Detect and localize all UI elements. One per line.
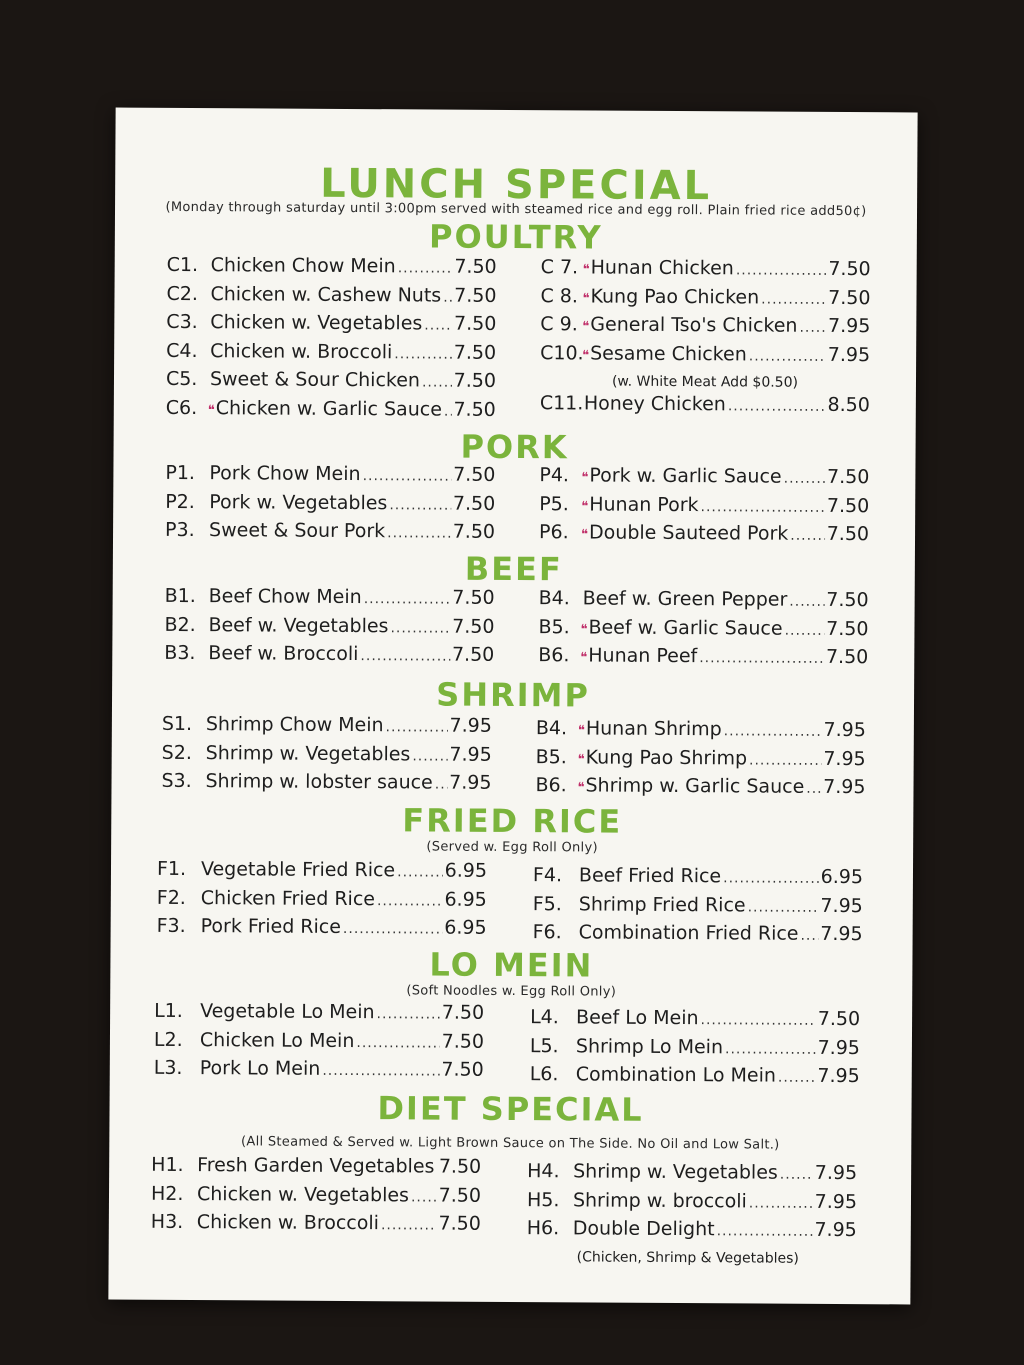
item-price: 6.95 [820, 865, 864, 889]
item-code: S1. [161, 712, 193, 736]
section-title-fried-rice: FRIED RICE [402, 801, 623, 841]
item-name: Chicken w. Vegetables [210, 311, 423, 335]
leader-dots [377, 893, 443, 909]
item-name: Chicken Chow Mein [210, 254, 396, 278]
item-price: 6.95 [444, 888, 487, 911]
item-price: 7.95 [449, 743, 492, 766]
leader-dots [749, 752, 821, 768]
menu-item [540, 392, 870, 423]
fried-rice-left-column [157, 858, 488, 946]
item-price: 7.95 [827, 314, 871, 338]
item-code: P2. [165, 490, 195, 513]
hot-pepper-icon: ❝ [580, 650, 588, 666]
item-name: Beef Fried Rice [578, 864, 722, 888]
menu-item [164, 642, 494, 673]
item-code: H2. [150, 1182, 184, 1205]
item-price: 6.95 [444, 916, 487, 939]
item-price: 7.50 [452, 492, 496, 515]
item-code: C1. [166, 253, 199, 277]
leader-dots [780, 1167, 813, 1183]
leader-dots [444, 403, 452, 419]
item-price: 7.95 [823, 718, 866, 742]
leader-dots [785, 622, 825, 638]
menu-sheet [108, 108, 917, 1305]
item-price: 7.95 [817, 1036, 860, 1059]
item-code: F6. [532, 921, 562, 944]
item-name: Shrimp w. Garlic Sauce [585, 774, 805, 798]
item-price: 7.95 [449, 771, 492, 794]
item-name: Shrimp w. broccoli [572, 1188, 747, 1212]
item-price: 7.50 [828, 257, 871, 281]
diet-left-column [151, 1154, 482, 1242]
leader-dots [411, 1189, 437, 1205]
menu-item [166, 282, 496, 313]
item-name: Hunan Pork [589, 492, 699, 516]
item-code: C 7. [540, 256, 579, 279]
menu-item [151, 1154, 481, 1185]
item-name: Fresh Garden Vegetables [197, 1154, 435, 1178]
leader-dots [728, 398, 826, 415]
leader-dots [394, 346, 452, 362]
item-price: 7.95 [820, 922, 863, 946]
item-price: 7.95 [820, 894, 863, 917]
section-title-shrimp: SHRIMP [436, 675, 591, 715]
item-name: Beef Chow Mein [208, 585, 362, 609]
leader-dots [387, 525, 451, 541]
item-code: B6. [538, 644, 570, 667]
item-code: L1. [154, 999, 183, 1022]
diet-right-column [527, 1160, 858, 1270]
item-code: L6. [529, 1063, 559, 1086]
item-name: Combination Lo Mein [575, 1063, 777, 1087]
menu-item [161, 770, 491, 801]
item-price: 8.50 [827, 393, 870, 417]
item-code: B4. [535, 717, 568, 740]
leader-dots [363, 468, 452, 485]
item-price: 7.50 [453, 369, 497, 392]
item-code: C2. [166, 282, 198, 305]
hot-pepper-icon: ❝ [580, 621, 588, 637]
leader-dots [800, 928, 818, 944]
hot-pepper-icon: ❝ [582, 347, 590, 363]
item-price: 7.95 [817, 1064, 860, 1088]
item-name: Shrimp w. lobster sauce [205, 770, 433, 794]
item-code: P3. [165, 518, 195, 542]
item-name: Beef w. Broccoli [208, 642, 359, 666]
item-price: 7.50 [441, 1001, 485, 1024]
menu-item [533, 864, 863, 895]
item-code: B5. [535, 745, 567, 768]
item-price: 7.50 [826, 522, 870, 546]
menu-item [536, 746, 866, 777]
item-price: 7.50 [441, 1030, 485, 1053]
leader-dots [381, 1217, 437, 1233]
item-code: B2. [164, 613, 196, 636]
item-name: Chicken w. Broccoli [210, 339, 393, 363]
item-price: 7.50 [451, 643, 495, 666]
lo-mein-left-column [154, 1000, 485, 1088]
menu-subtitle: (Monday through saturday until 3:00pm served with steamed rice and egg roll. Plain fried rice add50¢) [165, 199, 867, 220]
item-name: Pork w. Garlic Sauce [589, 464, 782, 488]
menu-item [536, 717, 866, 748]
section-title-lo-mein: LO MEIN [429, 945, 594, 985]
item-name: Shrimp Lo Mein [575, 1034, 724, 1058]
leader-dots [784, 471, 826, 487]
leader-dots [699, 650, 824, 667]
leader-dots [322, 1063, 439, 1080]
item-code: F2. [156, 886, 186, 909]
item-price: 7.95 [827, 343, 871, 366]
item-name: Hunan Peef [588, 644, 698, 668]
item-price: 7.50 [453, 312, 497, 335]
item-name: Pork Chow Mein [209, 462, 361, 486]
menu-item [535, 774, 865, 805]
leader-dots [761, 291, 826, 307]
beef-left-column [164, 585, 495, 673]
menu-item [527, 1189, 857, 1220]
item-code: C5. [165, 367, 198, 391]
menu-item [527, 1160, 857, 1191]
menu-item [166, 339, 496, 370]
item-price: 7.50 [452, 520, 496, 543]
item-code: P5. [539, 492, 569, 515]
lo-mein-note: (Soft Noodles w. Egg Roll Only) [406, 983, 617, 1000]
leader-dots [377, 1006, 440, 1022]
item-code: B4. [538, 587, 570, 610]
item-name: Chicken w. Garlic Sauce [215, 396, 442, 421]
leader-dots [790, 528, 825, 544]
menu-item [151, 1182, 481, 1213]
item-code: B1. [164, 584, 196, 608]
item-name: Shrimp Fried Rice [578, 892, 746, 916]
item-code: F4. [532, 864, 563, 887]
item-price: 7.95 [823, 775, 866, 799]
pork-right-column [539, 464, 870, 552]
item-name: Sesame Chicken [590, 341, 747, 365]
menu-item [530, 1063, 860, 1094]
item-price: 7.50 [441, 1058, 484, 1081]
item-code: C10. [540, 341, 584, 364]
item-name: Chicken w. Cashew Nuts [210, 282, 442, 307]
item-name: Beef w. Green Pepper [582, 587, 788, 611]
item-price: 7.50 [452, 586, 495, 609]
menu-item [165, 519, 495, 550]
item-code: C 9. [540, 313, 578, 336]
leader-dots [343, 921, 442, 938]
poultry-left-column [166, 254, 497, 427]
item-price: 7.50 [827, 465, 870, 489]
item-name: Sweet & Sour Chicken [209, 368, 421, 392]
hot-pepper-icon: ❝ [577, 751, 585, 767]
item-price: 7.50 [454, 284, 497, 307]
leader-dots [724, 723, 822, 740]
item-price: 7.50 [825, 645, 869, 669]
menu-item [166, 368, 496, 399]
item-price: 7.50 [438, 1212, 481, 1235]
item-code: F1. [156, 857, 187, 881]
leader-dots [806, 781, 821, 797]
item-code: L3. [153, 1056, 183, 1079]
menu-item [165, 462, 495, 493]
item-code: H4. [527, 1160, 560, 1183]
item-price: 7.50 [826, 494, 870, 517]
menu-item [538, 644, 868, 675]
leader-dots [364, 591, 451, 608]
fried-rice-right-column [533, 864, 864, 952]
item-code: H6. [526, 1217, 560, 1240]
leader-dots [397, 864, 443, 880]
poultry-right-column [540, 256, 871, 423]
leader-dots [701, 499, 825, 516]
menu-item [538, 616, 868, 647]
item-price: 6.95 [444, 859, 488, 882]
item-code: C11. [539, 392, 584, 415]
item-name: General Tso's Chicken [590, 313, 798, 337]
menu-item [530, 1006, 860, 1037]
menu-item [162, 713, 492, 744]
leader-dots [701, 1012, 816, 1029]
leader-dots [424, 317, 452, 333]
menu-item [167, 254, 497, 285]
menu-item [151, 1211, 481, 1242]
menu-item [540, 342, 870, 373]
lo-mein-right-column [530, 1006, 861, 1094]
leader-dots [422, 374, 452, 390]
item-name: Sweet & Sour Pork [209, 519, 386, 543]
section-title-pork: PORK [460, 427, 569, 467]
item-name: Shrimp Chow Mein [205, 713, 384, 737]
item-name: Kung Pao Chicken [590, 284, 760, 308]
hot-pepper-icon: ❝ [582, 290, 590, 306]
menu-item [157, 858, 487, 889]
double-delight-note: (Chicken, Shrimp & Vegetables) [576, 1248, 799, 1267]
item-name: Chicken w. Vegetables [196, 1182, 410, 1206]
white-meat-note: (w. White Meat Add $0.50) [611, 373, 799, 391]
item-name: Beef w. Vegetables [208, 613, 389, 637]
leader-dots [435, 777, 448, 793]
item-code: C3. [166, 310, 198, 334]
section-title-poultry: POULTRY [428, 217, 603, 257]
item-name: Vegetable Fried Rice [200, 858, 396, 882]
leader-dots [778, 1070, 816, 1086]
leader-dots [749, 348, 826, 364]
item-price: 7.95 [814, 1218, 857, 1242]
menu-item [530, 1035, 860, 1066]
item-price: 7.50 [453, 341, 497, 364]
leader-dots [736, 262, 827, 279]
menu-title: LUNCH SPECIAL [320, 160, 713, 210]
item-price: 7.95 [814, 1161, 858, 1185]
leader-dots [436, 1161, 437, 1177]
menu-item [533, 893, 863, 924]
item-name: Double Sauteed Pork [588, 521, 789, 545]
item-code: L2. [153, 1028, 183, 1051]
item-price: 7.50 [453, 398, 496, 421]
item-price: 7.50 [453, 463, 496, 486]
leader-dots [725, 1041, 816, 1058]
menu-item [154, 1028, 484, 1059]
leader-dots [749, 1195, 813, 1211]
hot-pepper-icon: ❝ [581, 527, 589, 543]
menu-item [539, 493, 869, 524]
item-name: Double Delight [572, 1217, 715, 1241]
shrimp-right-column [535, 717, 866, 805]
menu-item [166, 311, 496, 342]
menu-item [539, 587, 869, 618]
menu-item [157, 915, 487, 946]
menu-item [540, 285, 870, 316]
menu-item [541, 256, 871, 287]
item-code: C4. [166, 339, 198, 362]
item-code: L5. [529, 1034, 559, 1057]
item-name: Hunan Shrimp [585, 717, 722, 741]
item-code: H3. [150, 1210, 184, 1233]
item-code: H5. [526, 1188, 560, 1211]
item-price: 7.50 [817, 1007, 861, 1031]
item-name: Hunan Chicken [590, 256, 734, 280]
item-name: Chicken w. Broccoli [196, 1211, 380, 1235]
diet-special-note: (All Steamed & Served w. Light Brown Sauce on The Side. No Oil and Low Salt.) [241, 1134, 780, 1153]
leader-dots [398, 260, 453, 276]
item-price: 7.50 [454, 255, 497, 278]
menu-item [157, 886, 487, 917]
item-code: B6. [535, 774, 567, 797]
item-code: H1. [151, 1153, 184, 1176]
menu-item [164, 613, 494, 644]
item-name: Beef Lo Mein [576, 1006, 699, 1030]
leader-dots [748, 899, 819, 915]
item-price: 7.95 [449, 714, 492, 737]
leader-dots [356, 1035, 439, 1052]
menu-item [540, 313, 870, 344]
item-code: C6. [165, 396, 198, 419]
item-name: Pork Fried Rice [200, 915, 342, 938]
item-name: Chicken Lo Mein [199, 1028, 355, 1052]
leader-dots [360, 648, 450, 665]
item-code: S3. [161, 769, 192, 793]
item-code: S2. [161, 741, 192, 764]
item-code: F3. [156, 914, 186, 938]
menu-item [154, 1000, 484, 1031]
leader-dots [386, 719, 448, 735]
item-name: Honey Chicken [583, 392, 726, 416]
menu-item [539, 464, 869, 495]
item-name: Kung Pao Shrimp [585, 745, 748, 769]
item-price: 7.50 [828, 286, 871, 309]
menu-item [166, 396, 496, 427]
hot-pepper-icon: ❝ [577, 723, 585, 739]
leader-dots [443, 289, 452, 305]
menu-item [165, 490, 495, 521]
leader-dots [717, 1223, 813, 1240]
leader-dots [723, 870, 819, 887]
item-name: Beef w. Garlic Sauce [588, 615, 783, 640]
item-code: B3. [164, 641, 196, 665]
item-price: 7.95 [814, 1190, 858, 1213]
item-price: 7.95 [823, 747, 866, 770]
item-price: 7.50 [826, 617, 869, 640]
item-name: Combination Fried Rice [578, 921, 799, 945]
hot-pepper-icon: ❝ [582, 262, 590, 278]
menu-item [539, 521, 869, 552]
item-price: 7.50 [452, 615, 495, 638]
item-name: Pork w. Vegetables [209, 490, 388, 514]
item-name: Shrimp w. Vegetables [205, 741, 411, 765]
beef-right-column [538, 587, 869, 675]
hot-pepper-icon: ❝ [581, 498, 589, 514]
item-price: 7.50 [826, 588, 869, 612]
item-code: L4. [530, 1006, 559, 1029]
leader-dots [789, 594, 824, 610]
leader-dots [390, 620, 450, 636]
leader-dots [799, 320, 826, 336]
pork-left-column [165, 462, 496, 550]
leader-dots [412, 748, 447, 764]
hot-pepper-icon: ❝ [581, 470, 589, 486]
item-name: Pork Lo Mein [199, 1057, 321, 1080]
item-code: P1. [165, 461, 196, 485]
hot-pepper-icon: ❝ [582, 319, 590, 335]
shrimp-left-column [161, 713, 492, 801]
item-name: Vegetable Lo Mein [200, 1000, 375, 1024]
item-name: Shrimp w. Vegetables [573, 1160, 778, 1184]
section-title-beef: BEEF [464, 549, 563, 589]
fried-rice-note: (Served w. Egg Roll Only) [426, 839, 598, 856]
item-code: B5. [538, 615, 570, 638]
hot-pepper-icon: ❝ [577, 780, 585, 796]
hot-pepper-icon: ❝ [207, 402, 215, 418]
item-code: P6. [538, 521, 569, 544]
item-code: P4. [539, 464, 570, 487]
item-price: 7.50 [438, 1155, 482, 1178]
menu-item [162, 741, 492, 772]
item-price: 7.50 [438, 1184, 482, 1207]
item-name: Chicken Fried Rice [200, 886, 376, 910]
menu-item [165, 585, 495, 616]
section-title-diet-special: DIET SPECIAL [377, 1089, 644, 1129]
item-code: F5. [532, 892, 562, 915]
item-code: C 8. [540, 284, 579, 307]
leader-dots [389, 497, 451, 513]
menu-item [154, 1057, 484, 1088]
menu-item [527, 1217, 857, 1248]
